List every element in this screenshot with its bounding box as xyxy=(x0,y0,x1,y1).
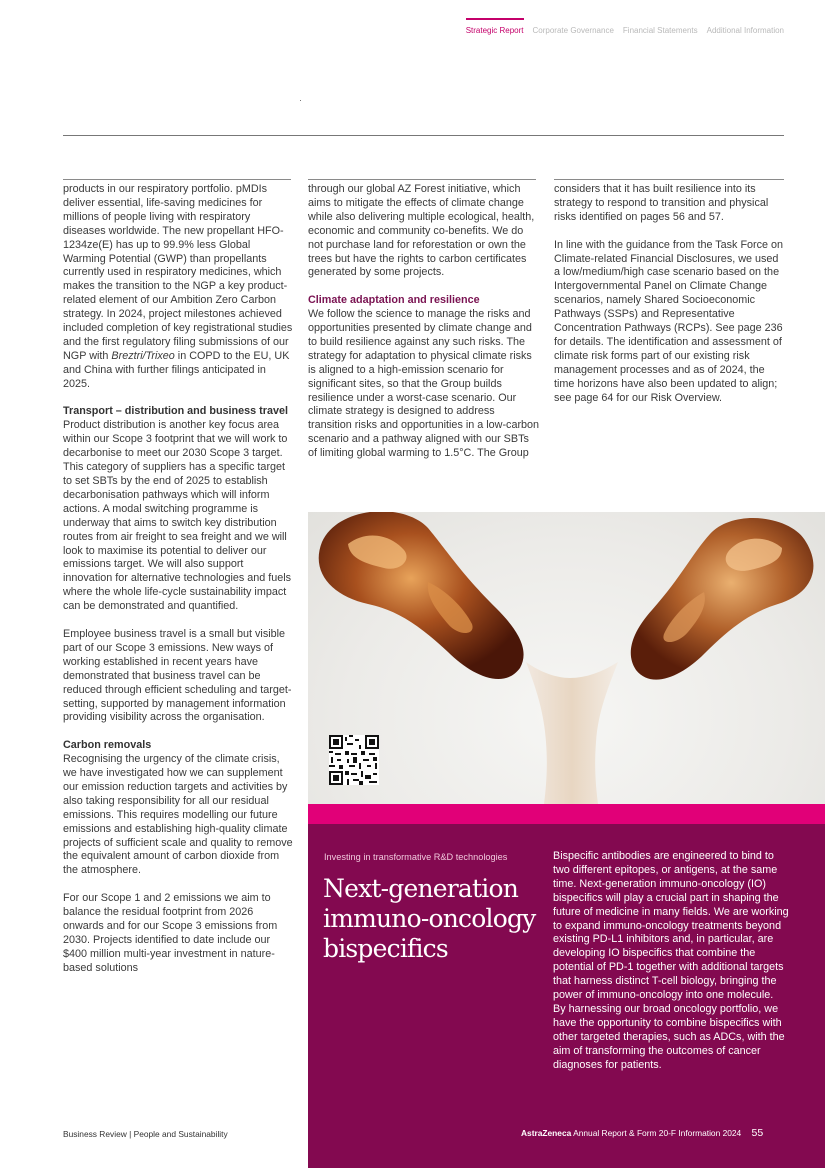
resilience-paragraph: considers that it has built resilience into its strategy to respond to transition and physical risks identified on pages 56 and 57. xyxy=(554,183,769,223)
transport-heading: Transport – distribution and business travel xyxy=(63,405,288,418)
business-travel-paragraph: Employee business travel is a small but visible part of our Scope 3 emissions. New ways of working established in recent years have demonstrated that business travel can be reduced through efficient scheduling and target-setting, supported by management information providing visibility across the organisation. xyxy=(63,627,292,724)
page-number: 55 xyxy=(751,1127,764,1139)
feature-body-paragraph-2: By harnessing our broad oncology portfolio, we have the opportunity to combine bispecifics with other targeted therapies, such as ADCs, with the aim of transforming the outcomes of cancer diagnoses for patients. xyxy=(553,1002,785,1071)
qr-code[interactable] xyxy=(329,735,379,785)
nav-additional-information[interactable]: Additional Information xyxy=(706,26,784,35)
footer-breadcrumb xyxy=(63,1129,228,1139)
ngp-paragraph: products in our respiratory portfolio. pMDIs deliver essential, life-saving medicines for millions of people living with respiratory diseases worldwide. The new propellant HFO-1234ze(E) has up to 99.9% less Global Warming Potential (GWP) than propellants currently used in respiratory medicines, which makes the transition to the NGP a key product-related element of our Ambition Zero Carbon strategy. In 2024, project milestones achieved included completion of key registrational studies and the first regulatory filing submissions of our NGP with Breztri/Trixeo in COPD to the EU, UK and China with further filings anticipated in 2025. xyxy=(63,183,293,390)
carbon-removals-paragraph: Recognising the urgency of the climate crisis, we have investigated how we can supplement our emission reduction targets and activities by also taking responsibility for all our residual emissions. This requires modelling our future emissions and establishing high-quality climate projects of sufficient scale and quality to remove the equivalent amount of carbon dioxide from the atmosphere. xyxy=(63,753,293,877)
header-divider xyxy=(63,135,784,136)
column-1 xyxy=(63,183,293,989)
feature-body-paragraph-1: Bispecific antibodies are engineered to bind to two different epitopes, or antigens, at the same time. Next-generation immuno-oncology (IO) bispecifics will play a crucial part in shaping the future of medicine in many fields. We are working to expand immuno-oncology treatments beyond existing PD-L1 inhibitors and, in particular, are developing IO bispecifics that combine the potential of PD-1 together with additional targets that harness distinct T-cell biology, bringing the power of immuno-oncology into one molecule. xyxy=(553,850,789,1002)
column-3-rule xyxy=(554,179,784,180)
column-3 xyxy=(554,183,786,419)
column-2-rule xyxy=(308,179,536,180)
tcfd-paragraph: In line with the guidance from the Task Force on Climate-related Financial Disclosures, we used a low/medium/high case scenario based on the Intergovernmental Panel on Climate Change scenarios, namely Shared Socioeconomic Pathways (SSPs) and Representative Concentration Pathways (RCPs). See page 236 for details. The identification and assessment of climate risk forms part of our existing risk management processes and as of 2024, the time horizons have also been updated to align; see page 64 for our Risk Overview. xyxy=(554,238,784,404)
transport-paragraph: Product distribution is another key focus area within our Scope 3 footprint that we will work to decarbonise to meet our 2030 Scope 3 target. This category of suppliers has a specific target to set SBTs by the end of 2025 to establish decarbonisation pathways which will inform actions. A modal switching programme is underway that aims to switch key distribution routes from air freight to sea freight and we will look to maximise its potential to deliver our emissions target. We will also support innovation for alternative technologies and fuels where the whole life-cycle sustainability impact can be demonstrated and quantified. xyxy=(63,419,292,613)
climate-adaptation-heading: Climate adaptation and resilience xyxy=(308,294,480,307)
footer-report-title: Annual Report & Form 20-F Information 2024 xyxy=(573,1128,742,1138)
column-1-rule xyxy=(63,179,291,180)
nav-financial-statements[interactable]: Financial Statements xyxy=(622,26,698,35)
column-2 xyxy=(308,183,540,475)
footer-separator: | xyxy=(129,1129,134,1139)
scope-paragraph: For our Scope 1 and 2 emissions we aim to balance the residual footprint from 2026 onwards and for our Scope 3 emissions from 2030. Projects identified to date include our $400 million multi-year investment in nature-based solutions xyxy=(63,892,278,974)
footer-company: AstraZeneca xyxy=(521,1128,572,1138)
qr-code-icon xyxy=(329,735,379,785)
section-nav xyxy=(466,26,784,35)
antibody-illustration xyxy=(308,512,825,804)
climate-adaptation-paragraph: We follow the science to manage the risks and opportunities presented by climate change and to build resilience against any such risks. The strategy for adaptation to physical climate risks is aligned to a high-emission scenario for significant sites, so that the Group builds resilience under a worst-case scenario. Our climate strategy is designed to address transition risks and opportunities in a low-carbon scenario and a pathway aligned with our SBTs of limiting global warming to 1.5°C. The Group xyxy=(308,308,540,460)
feature-title: Next-generation immuno-oncology bispecifics xyxy=(323,874,536,963)
az-forest-paragraph: through our global AZ Forest initiative, which aims to mitigate the effects of climate change while also delivering multiple ecological, health, economic and community co-benefits. We do not purchase land for reforestation or own the trees but have the rights to carbon certificates generated by some projects. xyxy=(308,183,535,279)
footer-report xyxy=(521,1127,763,1139)
nav-strategic-report[interactable]: Strategic Report xyxy=(465,26,524,35)
antibody-image xyxy=(308,512,825,804)
footer-section: Business Review xyxy=(63,1129,127,1139)
stray-mark xyxy=(300,100,301,101)
footer-subsection: People and Sustainability xyxy=(133,1129,228,1139)
accent-bar xyxy=(308,804,825,824)
nav-corporate-governance[interactable]: Corporate Governance xyxy=(532,26,614,35)
feature-kicker: Investing in transformative R&D technologies xyxy=(324,852,508,862)
carbon-removals-heading: Carbon removals xyxy=(63,739,152,752)
feature-panel xyxy=(308,824,825,1168)
feature-body xyxy=(553,850,789,1073)
